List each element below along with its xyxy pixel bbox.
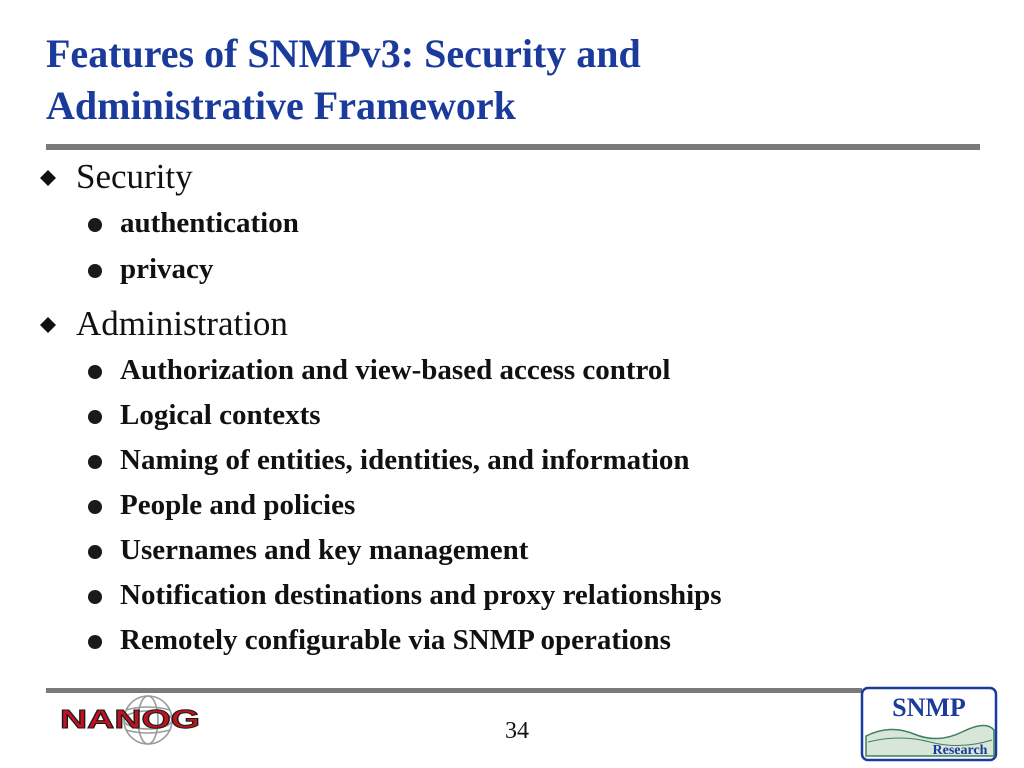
sub-bullet-label: Remotely configurable via SNMP operations (120, 624, 671, 656)
diamond-bullet-icon (40, 170, 56, 186)
slide-title-line-2: Administrative Framework (46, 83, 516, 128)
round-bullet-icon (88, 264, 102, 278)
snmp-research-logo (860, 686, 998, 762)
nanog-wordmark: NANOG (60, 704, 200, 734)
sub-bullet-label: Usernames and key management (120, 534, 529, 566)
bullet-label: Administration (76, 304, 288, 343)
round-bullet-icon (88, 410, 102, 424)
round-bullet-icon (88, 500, 102, 514)
sub-bullet-label: Authorization and view-based access control (120, 354, 671, 386)
sub-bullet-label: Logical contexts (120, 399, 321, 431)
sub-bullet-label: Notification destinations and proxy relationships (120, 579, 722, 611)
snmp-wordmark: SNMP (892, 693, 966, 722)
slide-title-line-1: Features of SNMPv3: Security and (46, 31, 641, 76)
round-bullet-icon (88, 218, 102, 232)
round-bullet-icon (88, 635, 102, 649)
nanog-logo (56, 692, 206, 758)
round-bullet-icon (88, 365, 102, 379)
research-wordmark: Research (932, 743, 988, 758)
round-bullet-icon (88, 590, 102, 604)
sub-bullet-label: authentication (120, 207, 299, 239)
diamond-bullet-icon (40, 317, 56, 333)
title-divider (46, 144, 980, 150)
bullet-label: Security (76, 157, 193, 196)
sub-bullet-label: Naming of entities, identities, and information (120, 444, 690, 476)
sub-bullet-label: privacy (120, 253, 214, 285)
round-bullet-icon (88, 455, 102, 469)
round-bullet-icon (88, 545, 102, 559)
page-number: 34 (505, 718, 529, 744)
sub-bullet-label: People and policies (120, 489, 356, 521)
slide-title (46, 28, 986, 132)
